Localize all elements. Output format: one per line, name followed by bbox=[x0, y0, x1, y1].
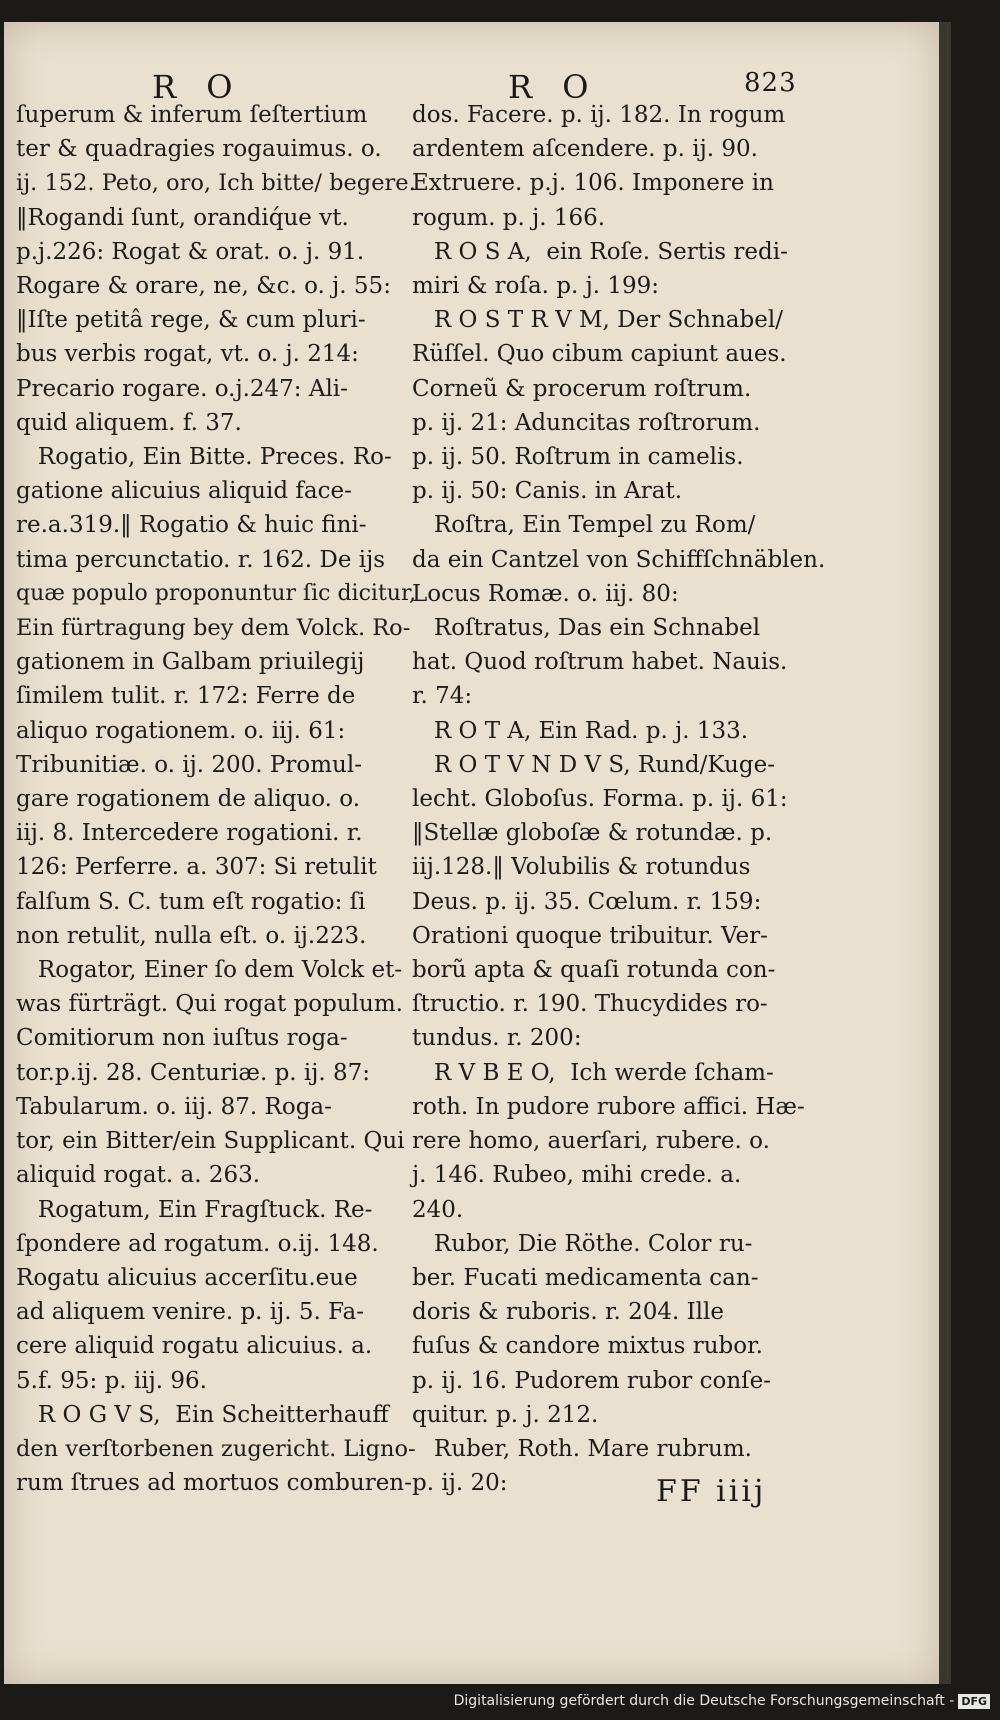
left-text-column bbox=[16, 98, 416, 1500]
text-line: 240. bbox=[412, 1196, 464, 1223]
text-line: ſuperum & inferum ſeſtertium bbox=[16, 102, 368, 128]
text-line: rum ſtrues ad mortuos comburen- bbox=[16, 1470, 412, 1497]
text-line: tor, ein Bitter/ein Supplicant. Qui bbox=[16, 1128, 405, 1155]
text-line: cere aliquid rogatu alicuius. a. bbox=[16, 1333, 373, 1360]
text-line: rere homo, auerſari, rubere. o. bbox=[412, 1128, 770, 1155]
text-line: Comitiorum non iuſtus roga- bbox=[16, 1025, 348, 1052]
text-line: Deus. p. ij. 35. Cœlum. r. 159: bbox=[412, 888, 762, 915]
text-line: p. ij. 16. Pudorem rubor conſe- bbox=[412, 1367, 772, 1394]
text-line: borũ apta & quaſi rotunda con- bbox=[412, 957, 776, 984]
page-number: 823 bbox=[744, 68, 797, 98]
text-line: Rogatu alicuius accerſitu.eue bbox=[16, 1264, 358, 1291]
text-line: R O G V S, Ein Scheitterhauff bbox=[16, 1401, 389, 1428]
page-edge bbox=[939, 22, 951, 1684]
text-line: hat. Quod roſtrum habet. Nauis. bbox=[412, 649, 788, 676]
text-line: ‖Iſte petitâ rege, & cum pluri- bbox=[16, 307, 366, 334]
text-line: R O S T R V M, Der Schnabel/ bbox=[412, 307, 783, 334]
text-line: Roſtra, Ein Tempel zu Rom/ bbox=[412, 512, 756, 539]
text-line: Rüſſel. Quo cibum capiunt aues. bbox=[412, 341, 787, 368]
text-line: lecht. Globoſus. Forma. p. ij. 61: bbox=[412, 786, 788, 813]
text-line: Rogatum, Ein Fragſtuck. Re- bbox=[16, 1196, 373, 1223]
text-line: p. ij. 50: Canis. in Arat. bbox=[412, 478, 683, 505]
text-line: falſum S. C. tum eſt rogatio: ſi bbox=[16, 888, 366, 915]
text-line: miri & roſa. p. j. 199: bbox=[412, 273, 660, 300]
text-line: r. 74: bbox=[412, 683, 473, 710]
text-line: iij.128.‖ Volubilis & rotundus bbox=[412, 854, 751, 881]
text-line: Ein fürtragung bey dem Volck. Ro- bbox=[16, 615, 411, 642]
text-line: fuſus & candore mixtus rubor. bbox=[412, 1333, 763, 1360]
text-line: p.j.226: Rogat & orat. o. j. 91. bbox=[16, 238, 365, 265]
text-line: gationem in Galbam priuilegij bbox=[16, 649, 365, 676]
right-text-column bbox=[412, 98, 827, 1500]
running-head-center: R O bbox=[508, 68, 599, 106]
text-line: gatione alicuius aliquid face- bbox=[16, 478, 352, 505]
text-line: Tabularum. o. iij. 87. Roga- bbox=[16, 1093, 332, 1120]
text-line: roth. In pudore rubore affici. Hæ- bbox=[412, 1093, 805, 1120]
text-line: doris & ruboris. r. 204. Ille bbox=[412, 1299, 724, 1326]
text-line: tor.p.ij. 28. Centuriæ. p. ij. 87: bbox=[16, 1059, 371, 1086]
text-line: tima percunctatio. r. 162. De ijs bbox=[16, 546, 386, 573]
text-line: Rubor, Die Röthe. Color ru- bbox=[412, 1230, 753, 1257]
text-line: R O T A, Ein Rad. p. j. 133. bbox=[412, 717, 749, 744]
text-line: ij. 152. Peto, oro, Ich bitte/ begere. bbox=[16, 170, 416, 197]
text-line: Locus Romæ. o. iij. 80: bbox=[412, 580, 679, 607]
dfg-logo: DFG bbox=[958, 1694, 990, 1709]
text-line: Precario rogare. o.j.247: Ali- bbox=[16, 375, 348, 402]
text-line: aliquid rogat. a. 263. bbox=[16, 1162, 261, 1189]
text-line: Corneũ & procerum roſtrum. bbox=[412, 375, 752, 402]
text-line: quid aliquem. f. 37. bbox=[16, 409, 242, 436]
text-line: ‖Stellæ globoſæ & rotundæ. p. bbox=[412, 820, 773, 847]
text-line: R O S A, ein Roſe. Sertis redi- bbox=[412, 238, 788, 265]
text-line: ſpondere ad rogatum. o.ij. 148. bbox=[16, 1230, 379, 1257]
text-line: quæ populo proponuntur ſic dicitur, bbox=[16, 580, 417, 606]
signature-mark: FF iiij bbox=[656, 1474, 767, 1509]
text-line: da ein Cantzel von Schiffſchnäblen. bbox=[412, 546, 826, 573]
text-line: p. ij. 21: Aduncitas roſtrorum. bbox=[412, 409, 761, 436]
text-line: 126: Perferre. a. 307: Si retulit bbox=[16, 854, 377, 881]
text-line: den verſtorbenen zugericht. Ligno- bbox=[16, 1435, 416, 1462]
text-line: iij. 8. Intercedere rogationi. r. bbox=[16, 820, 363, 847]
text-line: p. ij. 50. Roſtrum in camelis. bbox=[412, 444, 744, 471]
text-line: 5.f. 95: p. iij. 96. bbox=[16, 1367, 207, 1394]
text-line: was fürträgt. Qui rogat populum. bbox=[16, 991, 403, 1018]
text-line: quitur. p. j. 212. bbox=[412, 1401, 599, 1428]
text-line: ſimilem tulit. r. 172: Ferre de bbox=[16, 683, 356, 710]
text-line: ardentem aſcendere. p. ij. 90. bbox=[412, 136, 758, 163]
text-line: Rogare & orare, ne, &c. o. j. 55: bbox=[16, 273, 391, 300]
text-line: R O T V N D V S, Rund/Kuge- bbox=[412, 751, 775, 778]
text-line: re.a.319.‖ Rogatio & huic fini- bbox=[16, 512, 367, 539]
text-line: Rogator, Einer ſo dem Volck et- bbox=[16, 957, 403, 984]
running-head-left: R O bbox=[152, 68, 243, 106]
text-line: dos. Facere. p. ij. 182. In rogum bbox=[412, 102, 786, 128]
text-line: non retulit, nulla eſt. o. ij.223. bbox=[16, 922, 367, 949]
text-line: ad aliquem venire. p. ij. 5. Fa- bbox=[16, 1299, 365, 1326]
text-line: ber. Fucati medicamenta can- bbox=[412, 1264, 759, 1291]
text-line: rogum. p. j. 166. bbox=[412, 204, 606, 231]
text-line: Tribunitiæ. o. ij. 200. Promul- bbox=[16, 751, 362, 778]
text-line: bus verbis rogat, vt. o. j. 214: bbox=[16, 341, 359, 368]
text-line: Ruber, Roth. Mare rubrum. bbox=[412, 1435, 752, 1462]
text-line: R V B E O, Ich werde ſcham- bbox=[412, 1059, 774, 1086]
digitization-footer bbox=[0, 1693, 990, 1717]
text-line: gare rogationem de aliquo. o. bbox=[16, 786, 361, 813]
text-line: ‖Rogandi ſunt, orandiq́ue vt. bbox=[16, 204, 349, 231]
footer-text: Digitalisierung gefördert durch die Deutsche Forschungsgemeinschaft - bbox=[453, 1693, 955, 1709]
text-line: Roſtratus, Das ein Schnabel bbox=[412, 615, 761, 642]
text-line: tundus. r. 200: bbox=[412, 1025, 582, 1052]
text-line: j. 146. Rubeo, mihi crede. a. bbox=[412, 1162, 742, 1189]
text-line: ter & quadragies rogauimus. o. bbox=[16, 136, 382, 163]
text-line: Extruere. p.j. 106. Imponere in bbox=[412, 170, 774, 197]
text-line: Rogatio, Ein Bitte. Preces. Ro- bbox=[16, 444, 392, 471]
text-line: Orationi quoque tribuitur. Ver- bbox=[412, 922, 768, 949]
text-line: ſtructio. r. 190. Thucydides ro- bbox=[412, 991, 768, 1018]
text-line: aliquo rogationem. o. iij. 61: bbox=[16, 717, 346, 744]
text-line: p. ij. 20: bbox=[412, 1470, 508, 1497]
